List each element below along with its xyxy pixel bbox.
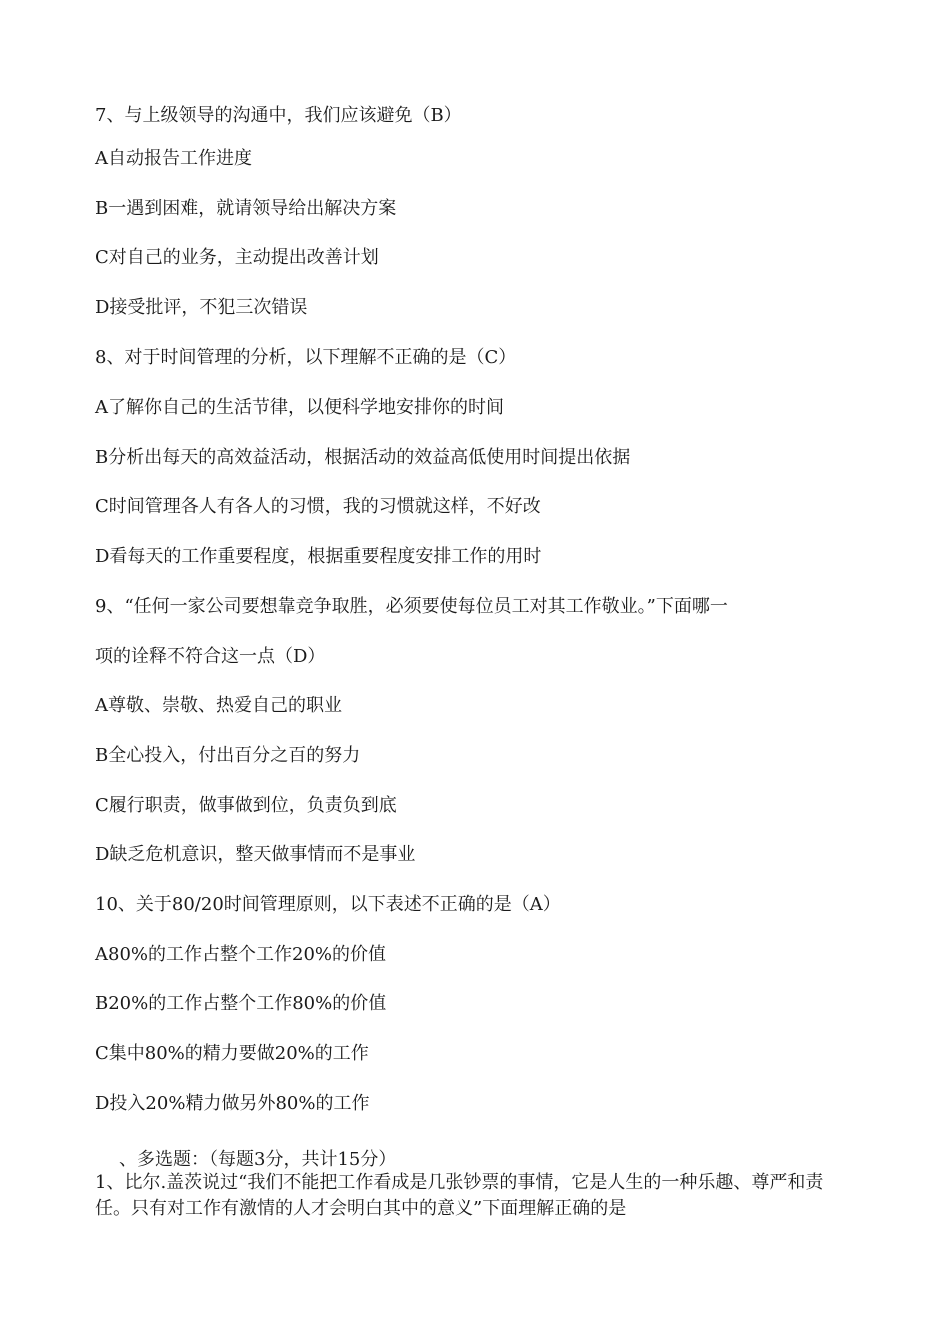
question-9-option-b: B全心投入，付出百分之百的努力: [95, 745, 361, 766]
section-heading: [95, 1148, 396, 1172]
question-10-stem: 10、关于80/20时间管理原则，以下表述不正确的是（A）: [95, 894, 561, 915]
section-heading-text: 、多选题：（每题3分，共计15分）: [119, 1149, 397, 1170]
question-9-option-c: C履行职责，做事做到位，负责负到底: [95, 795, 397, 816]
question-8-option-d: D看每天的工作重要程度，根据重要程度安排工作的用时: [95, 546, 542, 567]
question-10-option-b: B20%的工作占整个工作80%的价值: [95, 993, 387, 1014]
question-9-stem-line2: 项的诠释不符合这一点（D）: [95, 646, 326, 667]
question-9-option-a: A尊敬、崇敬、热爱自己的职业: [95, 695, 342, 716]
question-8-stem: 8、对于时间管理的分析，以下理解不正确的是（C）: [95, 347, 517, 368]
question-7-option-c: C对自己的业务，主动提出改善计划: [95, 247, 379, 268]
question-9-option-d: D缺乏危机意识，整天做事情而不是事业: [95, 844, 416, 865]
question-7-option-a: A自动报告工作进度: [95, 148, 252, 169]
question-7-option-b: B一遇到困难，就请领导给出解决方案: [95, 198, 397, 219]
question-7-option-d: D接受批评，不犯三次错误: [95, 297, 308, 318]
multi-question-1-text: 1、比尔.盖茨说过“我们不能把工作看成是几张钞票的事情，它是人生的一种乐趣、尊严和责任。只有对工作有激情的人才会明白其中的意义”下面理解正确的是: [95, 1172, 824, 1219]
question-7-stem: 7、与上级领导的沟通中，我们应该避免（B）: [95, 105, 462, 126]
question-10-option-d: D投入20%精力做另外80%的工作: [95, 1093, 370, 1114]
question-10-option-c: C集中80%的精力要做20%的工作: [95, 1043, 369, 1064]
question-10-option-a: A80%的工作占整个工作20%的价值: [95, 944, 387, 965]
question-8-option-a: A了解你自己的生活节律，以便科学地安排你的时间: [95, 397, 504, 418]
question-8-option-c: C时间管理各人有各人的习惯，我的习惯就这样，不好改: [95, 496, 541, 517]
question-8-option-b: B分析出每天的高效益活动，根据活动的效益高低使用时间提出依据: [95, 447, 631, 468]
question-9-stem-line1: 9、“任何一家公司要想靠竞争取胜，必须要使每位员工对其工作敬业。”下面哪一: [95, 596, 728, 617]
